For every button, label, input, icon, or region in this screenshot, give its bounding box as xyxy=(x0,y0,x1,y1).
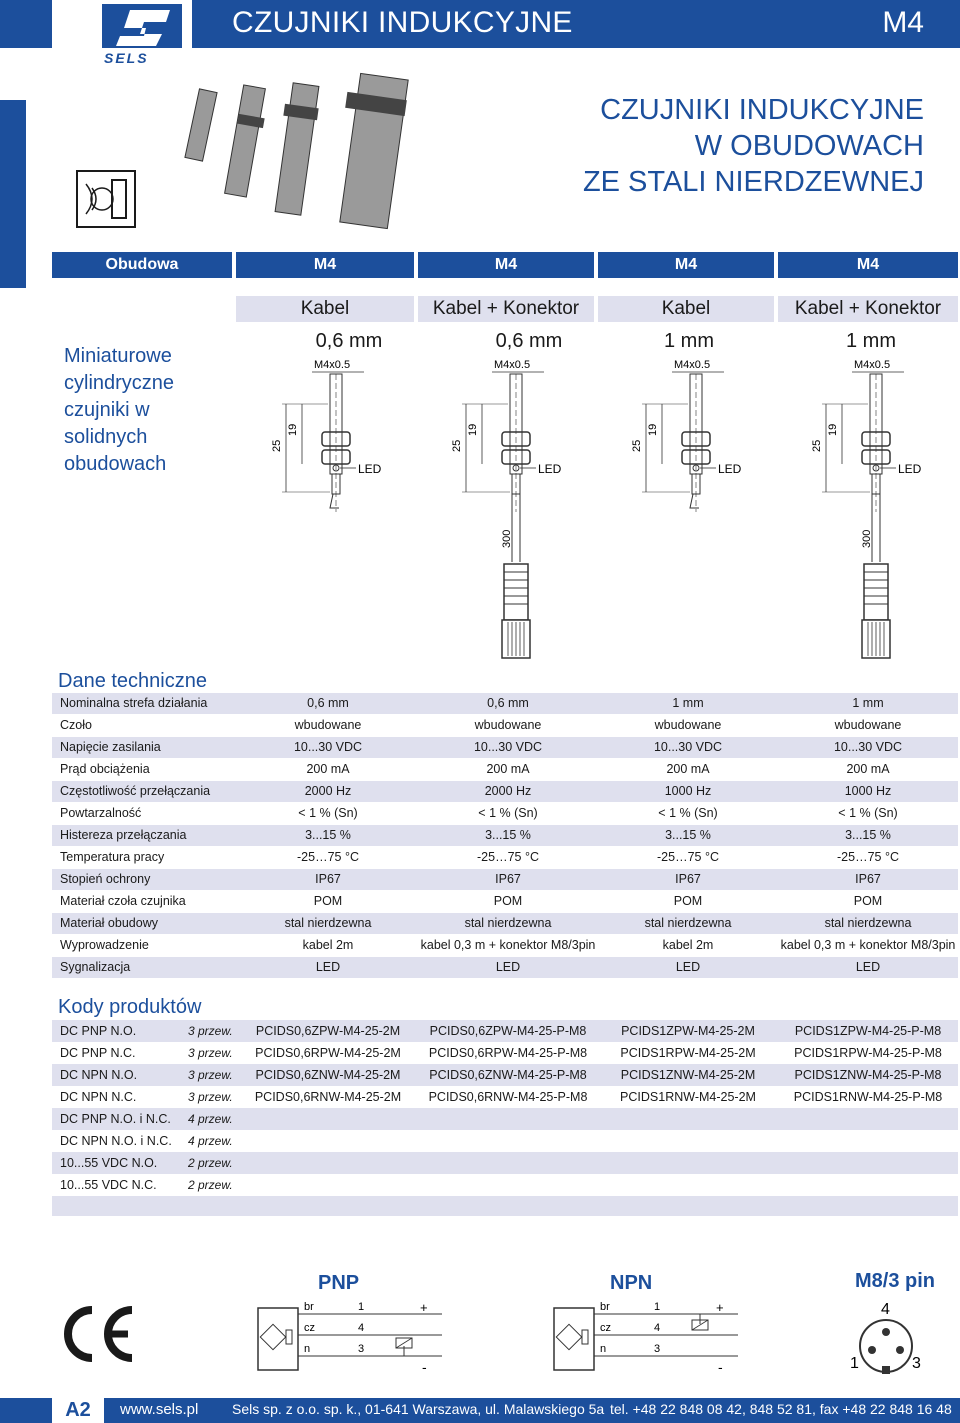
tech-row-value: 3...15 % xyxy=(305,828,351,842)
tech-row-label: Sygnalizacja xyxy=(60,960,131,974)
dim-total-label: 25 xyxy=(271,439,283,452)
tech-row-value: 1 mm xyxy=(852,696,884,710)
range-label-4: 1 mm xyxy=(846,330,896,352)
npn-circuit-diagram xyxy=(548,1300,748,1390)
product-photo xyxy=(180,66,450,246)
thread-label: M4x0.5 xyxy=(314,359,351,371)
m8-title: M8/3 pin xyxy=(855,1270,936,1292)
tech-row-value: 10...30 VDC xyxy=(473,740,543,754)
tech-row-value: < 1 % (Sn) xyxy=(298,806,358,820)
tech-row-value: < 1 % (Sn) xyxy=(838,806,898,820)
pin-3-icon xyxy=(896,1346,904,1354)
tech-row xyxy=(52,957,958,978)
housing-label: Obudowa xyxy=(52,252,232,278)
sensor-drawing xyxy=(266,352,396,522)
pin-1-label: 1 xyxy=(358,1301,365,1313)
tech-row-value: 200 mA xyxy=(846,762,890,776)
footer-phone: tel. +48 22 848 08 42, 848 52 81, fax +48 22 848 16 48 xyxy=(610,1401,952,1417)
m8-housing-icon xyxy=(860,1320,912,1372)
logo-wordmark: SELS xyxy=(104,50,149,66)
thread-label: M4x0.5 xyxy=(854,359,891,371)
pin-1-icon xyxy=(868,1346,876,1354)
main-title-line-1: CZUJNIKI INDUKCYJNE xyxy=(600,94,924,126)
tech-row xyxy=(52,935,958,956)
plus-label: + xyxy=(420,1300,428,1315)
tech-row-label: Histereza przełączania xyxy=(60,828,187,842)
footer-address: Sels sp. z o.o. sp. k., 01-641 Warszawa, ul. Malawskiego 5a xyxy=(232,1401,605,1417)
tech-row-value: 3...15 % xyxy=(485,828,531,842)
led-label: LED xyxy=(898,462,922,476)
product-code: PCIDS0,6RNW-M4-25-P-M8 xyxy=(428,1090,588,1104)
tech-row xyxy=(52,847,958,868)
tech-row-value: kabel 0,3 m + konektor M8/3pin xyxy=(420,938,596,952)
tech-row-value: POM xyxy=(673,894,703,908)
range-label-3: 1 mm xyxy=(664,330,714,352)
pin-4-label: 4 xyxy=(654,1322,661,1334)
tech-row-label: Materiał czoła czujnika xyxy=(60,894,186,908)
thread-label: M4x0.5 xyxy=(494,359,531,371)
tech-row-value: stal nierdzewna xyxy=(644,916,732,930)
plus-label: + xyxy=(716,1300,724,1315)
product-code: PCIDS1RNW-M4-25-P-M8 xyxy=(793,1090,943,1104)
main-title xyxy=(583,92,924,200)
tech-row-value: wbudowane xyxy=(834,718,902,732)
dim-thread-label: 19 xyxy=(287,423,299,436)
code-row-wires: 2 przew. xyxy=(188,1178,233,1192)
tech-row-label: Materiał obudowy xyxy=(60,916,158,930)
tech-row-value: IP67 xyxy=(855,872,881,886)
side-accent-bar xyxy=(0,100,26,288)
tech-row-label: Powtarzalność xyxy=(60,806,142,820)
m8-pinout-diagram xyxy=(836,1302,946,1392)
code-row-blank xyxy=(52,1196,958,1216)
tech-row xyxy=(52,715,958,736)
code-row xyxy=(52,1152,958,1174)
variant-row xyxy=(52,296,958,322)
tech-row-value: 10...30 VDC xyxy=(653,740,723,754)
tech-row-value: IP67 xyxy=(315,872,341,886)
wire-cz-label: cz xyxy=(600,1322,611,1334)
tech-row xyxy=(52,693,958,714)
minus-label: - xyxy=(422,1359,427,1375)
product-code: PCIDS0,6RPW-M4-25-P-M8 xyxy=(428,1046,588,1060)
tech-row-value: < 1 % (Sn) xyxy=(658,806,718,820)
tech-row-value: LED xyxy=(315,960,341,974)
sensor-symbol-icon xyxy=(556,1324,581,1349)
sensor-symbol-icon xyxy=(286,1330,292,1344)
product-description xyxy=(64,343,174,478)
product-code: PCIDS0,6ZPW-M4-25-2M xyxy=(255,1024,401,1038)
code-row-type: DC PNP N.O. i N.C. xyxy=(60,1112,171,1126)
tech-row-label: Stopień ochrony xyxy=(60,872,151,886)
code-row xyxy=(52,1042,958,1064)
tech-row-value: 200 mA xyxy=(306,762,350,776)
tech-row-value: 0,6 mm xyxy=(487,696,529,710)
dim-total-label: 25 xyxy=(811,439,823,452)
code-row-wires: 3 przew. xyxy=(188,1024,233,1038)
dim-total-label: 25 xyxy=(631,439,643,452)
code-row-type: DC PNP N.C. xyxy=(60,1046,136,1060)
tech-row-value: 0,6 mm xyxy=(307,696,349,710)
tech-data-title: Dane techniczne xyxy=(58,670,207,692)
inductive-sensor-symbol xyxy=(76,170,136,228)
variant-1: Kabel xyxy=(236,296,414,322)
tech-row-value: wbudowane xyxy=(654,718,722,732)
tech-row-value: LED xyxy=(675,960,701,974)
product-code: PCIDS1RPW-M4-25-P-M8 xyxy=(794,1046,942,1060)
tech-row-value: POM xyxy=(313,894,343,908)
pin-4-label: 4 xyxy=(358,1322,365,1334)
housing-col-2: M4 xyxy=(418,252,594,278)
sensor-drawing xyxy=(446,352,576,682)
code-row-wires: 4 przew. xyxy=(188,1112,233,1126)
code-row-wires: 2 przew. xyxy=(188,1156,233,1170)
tech-row-label: Prąd obciążenia xyxy=(60,762,150,776)
tech-row-value: kabel 0,3 m + konektor M8/3pin xyxy=(780,938,956,952)
main-title-line-2: W OBUDOWACH xyxy=(694,130,924,162)
tech-row-value: kabel 2m xyxy=(302,938,354,952)
description-line: czujniki w xyxy=(64,399,150,421)
minus-label: - xyxy=(718,1359,723,1375)
tech-row-value: 2000 Hz xyxy=(484,784,532,798)
tech-row-value: -25…75 °C xyxy=(657,850,719,864)
wire-cz-label: cz xyxy=(304,1322,315,1334)
code-row-type: 10...55 VDC N.O. xyxy=(60,1156,158,1170)
tech-row-value: 1000 Hz xyxy=(844,784,892,798)
product-code: PCIDS1ZPW-M4-25-2M xyxy=(621,1024,755,1038)
tech-row-label: Napięcie zasilania xyxy=(60,740,161,754)
wire-br-label: br xyxy=(600,1301,610,1313)
variant-2: Kabel + Konektor xyxy=(418,296,594,322)
product-codes-title: Kody produktów xyxy=(58,996,202,1018)
tech-row-label: Temperatura pracy xyxy=(60,850,165,864)
tech-row-value: 3...15 % xyxy=(665,828,711,842)
housing-col-3: M4 xyxy=(598,252,774,278)
led-label: LED xyxy=(718,462,742,476)
sensor-symbol-icon xyxy=(582,1330,588,1344)
tech-row-value: stal nierdzewna xyxy=(464,916,552,930)
product-code: PCIDS0,6ZPW-M4-25-P-M8 xyxy=(429,1024,587,1038)
housing-col-4: M4 xyxy=(778,252,958,278)
product-code: PCIDS1RPW-M4-25-2M xyxy=(620,1046,756,1060)
tech-row-value: stal nierdzewna xyxy=(824,916,912,930)
code-row-wires: 3 przew. xyxy=(188,1090,233,1104)
tech-row-label: Częstotliwość przełączania xyxy=(60,784,211,798)
tech-row-value: 2000 Hz xyxy=(304,784,352,798)
cable-end xyxy=(690,494,699,508)
tech-row xyxy=(52,869,958,890)
product-code: PCIDS1RNW-M4-25-2M xyxy=(620,1090,756,1104)
variant-4: Kabel + Konektor xyxy=(778,296,958,322)
code-row xyxy=(52,1108,958,1130)
tech-row-value: POM xyxy=(493,894,523,908)
tech-row-value: POM xyxy=(853,894,883,908)
cable-length-label: 300 xyxy=(861,529,873,548)
product-code: PCIDS0,6ZNW-M4-25-P-M8 xyxy=(429,1068,587,1082)
sensor-drawing xyxy=(626,352,756,522)
tech-row-value: < 1 % (Sn) xyxy=(478,806,538,820)
code-row-type: DC NPN N.O. xyxy=(60,1068,138,1082)
range-label-1: 0,6 mm xyxy=(315,330,383,352)
tech-row xyxy=(52,759,958,780)
tech-row-value: LED xyxy=(855,960,881,974)
pnp-circuit-diagram xyxy=(252,1300,452,1390)
product-code: PCIDS1ZNW-M4-25-P-M8 xyxy=(794,1068,942,1082)
tech-row-value: -25…75 °C xyxy=(837,850,899,864)
cable-end xyxy=(330,494,339,508)
tech-row-label: Czoło xyxy=(60,718,92,732)
wire-n-label: n xyxy=(304,1343,311,1355)
page-number: A2 xyxy=(52,1398,104,1423)
tech-row-value: 1 mm xyxy=(672,696,704,710)
dim-thread-label: 19 xyxy=(827,423,839,436)
main-title-line-3: ZE STALI NIERDZEWNEJ xyxy=(582,166,924,198)
tech-row xyxy=(52,913,958,934)
m8-pin-1-label: 1 xyxy=(850,1355,859,1372)
housing-col-1: M4 xyxy=(236,252,414,278)
cable-length-label: 300 xyxy=(501,529,513,548)
m8-pin-3-label: 3 xyxy=(912,1355,921,1372)
tech-row-label: Nominalna strefa działania xyxy=(60,696,208,710)
thread-label: M4x0.5 xyxy=(674,359,711,371)
tech-row-value: 10...30 VDC xyxy=(293,740,363,754)
led-label: LED xyxy=(358,462,382,476)
product-code: PCIDS0,6RPW-M4-25-2M xyxy=(255,1046,401,1060)
pin-4-icon xyxy=(882,1328,890,1336)
m8-key-icon xyxy=(882,1366,890,1374)
code-row xyxy=(52,1064,958,1086)
tech-row-value: wbudowane xyxy=(474,718,542,732)
code-row-type: DC NPN N.C. xyxy=(60,1090,137,1104)
tech-row-value: -25…75 °C xyxy=(297,850,359,864)
pin-3-label: 3 xyxy=(654,1343,661,1355)
tech-row-label: Wyprowadzenie xyxy=(60,938,149,952)
npn-title: NPN xyxy=(610,1272,653,1294)
product-code: PCIDS1ZPW-M4-25-P-M8 xyxy=(794,1024,942,1038)
description-line: Miniaturowe xyxy=(64,345,172,367)
tech-row-value: kabel 2m xyxy=(662,938,714,952)
code-row-type: DC PNP N.O. xyxy=(60,1024,137,1038)
code-row xyxy=(52,1174,958,1196)
header-model: M4 xyxy=(882,6,924,39)
code-row-wires: 3 przew. xyxy=(188,1046,233,1060)
product-code: PCIDS0,6ZNW-M4-25-2M xyxy=(255,1068,401,1082)
pin-1-label: 1 xyxy=(654,1301,661,1313)
footer-url[interactable]: www.sels.pl xyxy=(120,1401,199,1418)
tech-row-value: -25…75 °C xyxy=(477,850,539,864)
ce-mark-icon xyxy=(52,1300,142,1386)
description-line: solidnych xyxy=(64,426,148,448)
description-line: obudowach xyxy=(64,453,167,475)
dim-total-label: 25 xyxy=(451,439,463,452)
code-row xyxy=(52,1086,958,1108)
code-row-wires: 4 przew. xyxy=(188,1134,233,1148)
dim-thread-label: 19 xyxy=(647,423,659,436)
wire-n-label: n xyxy=(600,1343,607,1355)
tech-row xyxy=(52,737,958,758)
m8-pin-4-label: 4 xyxy=(881,1302,890,1318)
code-row-type: 10...55 VDC N.C. xyxy=(60,1178,157,1192)
description-line: cylindryczne xyxy=(64,372,175,394)
variant-3: Kabel xyxy=(598,296,774,322)
dim-thread-label: 19 xyxy=(467,423,479,436)
tech-row xyxy=(52,803,958,824)
tech-row-value: IP67 xyxy=(675,872,701,886)
header-title: CZUJNIKI INDUKCYJNE xyxy=(232,6,573,39)
housing-row xyxy=(52,252,958,278)
pin-3-label: 3 xyxy=(358,1343,365,1355)
range-label-2: 0,6 mm xyxy=(495,330,563,352)
product-code: PCIDS0,6RNW-M4-25-2M xyxy=(254,1090,402,1104)
led-label: LED xyxy=(538,462,562,476)
code-row-type: DC NPN N.O. i N.C. xyxy=(60,1134,172,1148)
pnp-title: PNP xyxy=(318,1272,360,1294)
tech-row xyxy=(52,781,958,802)
tech-row-value: 200 mA xyxy=(666,762,710,776)
sensor-drawing xyxy=(806,352,936,682)
tech-row-value: wbudowane xyxy=(294,718,362,732)
tech-row-value: 1000 Hz xyxy=(664,784,712,798)
tech-row xyxy=(52,825,958,846)
tech-row-value: 10...30 VDC xyxy=(833,740,903,754)
tech-row-value: 200 mA xyxy=(486,762,530,776)
tech-row-value: stal nierdzewna xyxy=(284,916,372,930)
sensor-symbol-icon xyxy=(260,1324,285,1349)
tech-row-value: LED xyxy=(495,960,521,974)
code-row xyxy=(52,1130,958,1152)
tech-row-value: 3...15 % xyxy=(845,828,891,842)
code-row-wires: 3 przew. xyxy=(188,1068,233,1082)
code-row xyxy=(52,1020,958,1042)
wire-br-label: br xyxy=(304,1301,314,1313)
tech-row-value: IP67 xyxy=(495,872,521,886)
product-code: PCIDS1ZNW-M4-25-2M xyxy=(620,1068,756,1082)
tech-row xyxy=(52,891,958,912)
